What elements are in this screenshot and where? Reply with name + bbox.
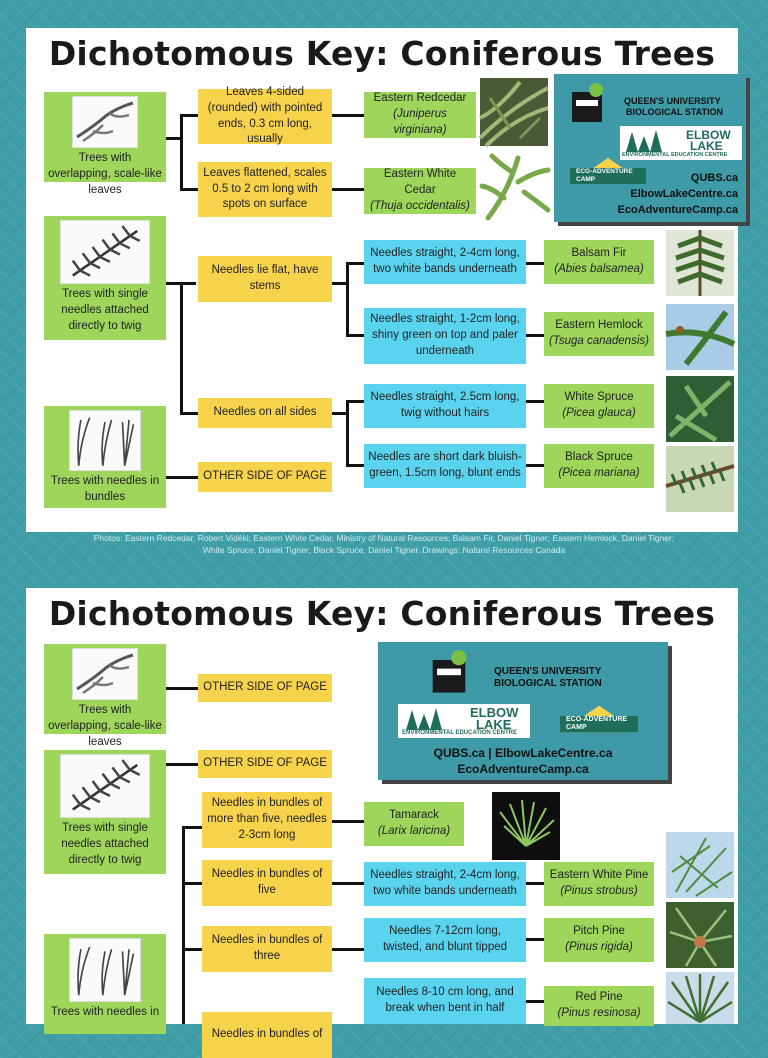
question-white-spruce: Needles straight, 2.5cm long, twig without hairs — [364, 384, 526, 428]
connector-line — [526, 400, 544, 403]
species-scientific-name: (Tsuga canadensis) — [549, 335, 649, 347]
species-scientific-name: (Pinus rigida) — [565, 941, 633, 953]
photo-eastern-white-cedar — [478, 152, 552, 222]
connector-line — [526, 938, 544, 941]
question-needles-all-sides: Needles on all sides — [198, 398, 332, 428]
photo-credits — [0, 532, 768, 557]
category-label: Trees with needles in — [50, 1006, 160, 1018]
url-qubs-elbow-lake[interactable]: QUBS.ca | ElbowLakeCentre.ca — [433, 746, 613, 760]
category-needle-bundles — [44, 934, 166, 1034]
connector-line — [332, 882, 364, 885]
tree-icon — [622, 128, 678, 154]
url-qubs[interactable]: QUBS.ca — [690, 172, 738, 184]
queens-logo-icon — [564, 82, 610, 126]
result-red-pine — [544, 986, 654, 1026]
question-white-pine: Needles straight, 2-4cm long, two white bands underneath — [364, 862, 526, 906]
question-black-spruce: Needles are short dark bluish-green, 1.5cm long, blunt ends — [364, 444, 526, 488]
eco-line2: CAMP — [576, 176, 596, 183]
connector-line — [180, 114, 183, 190]
connector-line — [166, 476, 198, 479]
eco-line2: CAMP — [566, 724, 587, 731]
question-hemlock: Needles straight, 1-2cm long, shiny green on top and paler underneath — [364, 308, 526, 364]
lake-word: LAKE — [476, 717, 512, 732]
species-name: Eastern Hemlock — [555, 319, 643, 332]
url-eco-adventure[interactable]: EcoAdventureCamp.ca — [457, 762, 589, 776]
elbow-subtitle: ENVIRONMENTAL EDUCATION CENTRE — [622, 152, 728, 158]
other-side-of-page-label: OTHER SIDE OF PAGE — [198, 674, 332, 702]
result-tamarack — [364, 802, 464, 846]
species-scientific-name: (Thuja occidentalis) — [370, 199, 470, 212]
queens-line1: QUEEN'S UNIVERSITY — [624, 96, 721, 106]
species-scientific-name: (Pinus strobus) — [560, 885, 638, 897]
connector-line — [346, 464, 364, 467]
connector-line — [166, 687, 198, 690]
photo-eastern-white-pine — [666, 832, 734, 898]
species-scientific-name: (Juniperus virginiana) — [393, 108, 447, 136]
category-needle-bundles — [44, 406, 166, 508]
queens-line2: BIOLOGICAL STATION — [626, 107, 723, 117]
page-title: Dichotomous Key: Coniferous Trees — [48, 34, 716, 73]
category-label: Trees with single needles attached directly to twig — [61, 288, 149, 332]
connector-line — [182, 826, 202, 829]
photo-tamarack — [492, 792, 560, 860]
category-label: Trees with needles in bundles — [50, 475, 160, 504]
single-needle-drawing-icon — [60, 754, 150, 818]
species-name: Red Pine — [575, 991, 623, 1004]
connector-line — [346, 262, 364, 265]
connector-line — [346, 400, 364, 403]
connector-line — [180, 412, 198, 415]
connector-line — [332, 820, 364, 823]
connector-line — [332, 948, 364, 951]
connector-line — [182, 882, 202, 885]
credits-line-1: Photos: Eastern Redcedar, Robert Vidéki; Eastern White Cedar, Ministry of Natural Resources; Balsam Fir, Daniel Tigner; Eastern Hemlock, Daniel Tigner; — [93, 533, 675, 543]
connector-line — [180, 188, 198, 191]
species-name: Eastern White Cedar — [383, 168, 457, 197]
url-eco-adventure[interactable]: EcoAdventureCamp.ca — [617, 204, 738, 216]
question-bundles-partial: Needles in bundles of — [202, 1012, 332, 1058]
species-scientific-name: (Picea glauca) — [562, 407, 636, 419]
question-needles-flat: Needles lie flat, have stems — [198, 256, 332, 302]
scale-leaf-drawing-icon — [72, 648, 138, 700]
elbow-lake-logo — [620, 126, 742, 160]
photo-red-pine — [666, 972, 734, 1024]
result-eastern-redcedar — [364, 92, 476, 138]
other-side-of-page-label: OTHER SIDE OF PAGE — [198, 750, 332, 778]
category-single-needles — [44, 216, 166, 340]
connector-line — [166, 763, 198, 766]
connector-line — [332, 114, 364, 117]
connector-line — [346, 262, 349, 336]
page-title: Dichotomous Key: Coniferous Trees — [48, 594, 716, 633]
connector-line — [332, 188, 364, 191]
species-name: Eastern Redcedar — [373, 92, 467, 105]
elbow-lake-logo — [398, 704, 530, 738]
elbow-subtitle: ENVIRONMENTAL EDUCATION CENTRE — [402, 730, 518, 736]
connector-line — [346, 334, 364, 337]
elbow-word: ELBOW — [686, 128, 731, 142]
result-balsam-fir — [544, 240, 654, 284]
logo-panel-top — [554, 74, 746, 222]
scale-leaf-drawing-icon — [72, 96, 138, 148]
species-scientific-name: (Larix laricina) — [377, 825, 451, 837]
photo-eastern-redcedar — [480, 78, 548, 146]
other-side-of-page-label: OTHER SIDE OF PAGE — [198, 462, 332, 492]
question-red-pine: Needles 8-10 cm long, and break when bent in half — [364, 978, 526, 1024]
question-fir: Needles straight, 2-4cm long, two white bands underneath — [364, 240, 526, 284]
species-name: Eastern White Pine — [549, 869, 649, 882]
connector-line — [526, 262, 544, 265]
species-name: Black Spruce — [565, 451, 633, 464]
result-eastern-white-pine — [544, 862, 654, 906]
question-bundles-more-than-five: Needles in bundles of more than five, needles 2-3cm long — [202, 792, 332, 848]
connector-line — [526, 334, 544, 337]
result-black-spruce — [544, 444, 654, 488]
credits-line-2: White Spruce, Daniel Tigner; Black Spruce, Daniel Tigner. Drawings: Natural Resources Canada — [202, 545, 566, 556]
connector-line — [180, 114, 198, 117]
category-scale-leaves — [44, 644, 166, 748]
result-eastern-white-cedar — [364, 168, 476, 214]
connector-line — [182, 948, 202, 951]
species-name: Tamarack — [389, 809, 439, 822]
connector-line — [526, 1000, 544, 1003]
question-bundles-five: Needles in bundles of five — [202, 860, 332, 906]
photo-white-spruce — [666, 376, 734, 442]
eco-adventure-logo — [558, 702, 640, 736]
species-scientific-name: (Abies balsamea) — [554, 263, 644, 275]
connector-line — [526, 882, 544, 885]
queens-logo-icon — [424, 648, 474, 698]
connector-line — [346, 400, 349, 466]
queens-line2: BIOLOGICAL STATION — [494, 678, 602, 689]
needle-bundle-drawing-icon — [69, 410, 141, 471]
category-label: Trees with single needles attached directly to twig — [61, 822, 149, 866]
result-pitch-pine — [544, 918, 654, 962]
photo-eastern-hemlock — [666, 304, 734, 370]
eco-line1: ECO-ADVENTURE — [566, 716, 628, 723]
single-needle-drawing-icon — [60, 220, 150, 284]
question-pitch-pine: Needles 7-12cm long, twisted, and blunt tipped — [364, 918, 526, 962]
connector-line — [182, 826, 185, 1024]
url-elbow-lake[interactable]: ElbowLakeCentre.ca — [630, 188, 738, 200]
species-scientific-name: (Pinus resinosa) — [557, 1007, 641, 1019]
eco-adventure-logo — [568, 156, 648, 186]
result-white-spruce — [544, 384, 654, 428]
connector-line — [526, 464, 544, 467]
tree-icon — [400, 706, 460, 732]
species-name: Pitch Pine — [573, 925, 625, 938]
category-single-needles — [44, 750, 166, 874]
photo-pitch-pine — [666, 902, 734, 968]
species-name: Balsam Fir — [571, 247, 627, 260]
photo-black-spruce — [666, 446, 734, 512]
species-scientific-name: (Picea mariana) — [558, 467, 640, 479]
lake-word: LAKE — [690, 139, 723, 153]
question-scale-b: Leaves flattened, scales 0.5 to 2 cm long with spots on surface — [198, 162, 332, 217]
elbow-word: ELBOW — [470, 705, 519, 720]
needle-bundle-drawing-icon — [69, 938, 141, 1002]
result-eastern-hemlock — [544, 312, 654, 356]
category-label: Trees with overlapping, scale-like leaves — [48, 704, 162, 748]
connector-line — [180, 282, 183, 412]
eco-line1: ECO-ADVENTURE — [576, 168, 633, 175]
photo-balsam-fir — [666, 230, 734, 296]
category-scale-leaves — [44, 92, 166, 196]
logo-panel-bottom — [378, 642, 668, 780]
category-label: Trees with overlapping, scale-like leaves — [48, 152, 162, 196]
queens-line1: QUEEN'S UNIVERSITY — [494, 666, 602, 677]
species-name: White Spruce — [564, 391, 634, 404]
question-scale-a: Leaves 4-sided (rounded) with pointed ends, 0.3 cm long, usually — [198, 89, 332, 144]
question-bundles-three: Needles in bundles of three — [202, 926, 332, 972]
